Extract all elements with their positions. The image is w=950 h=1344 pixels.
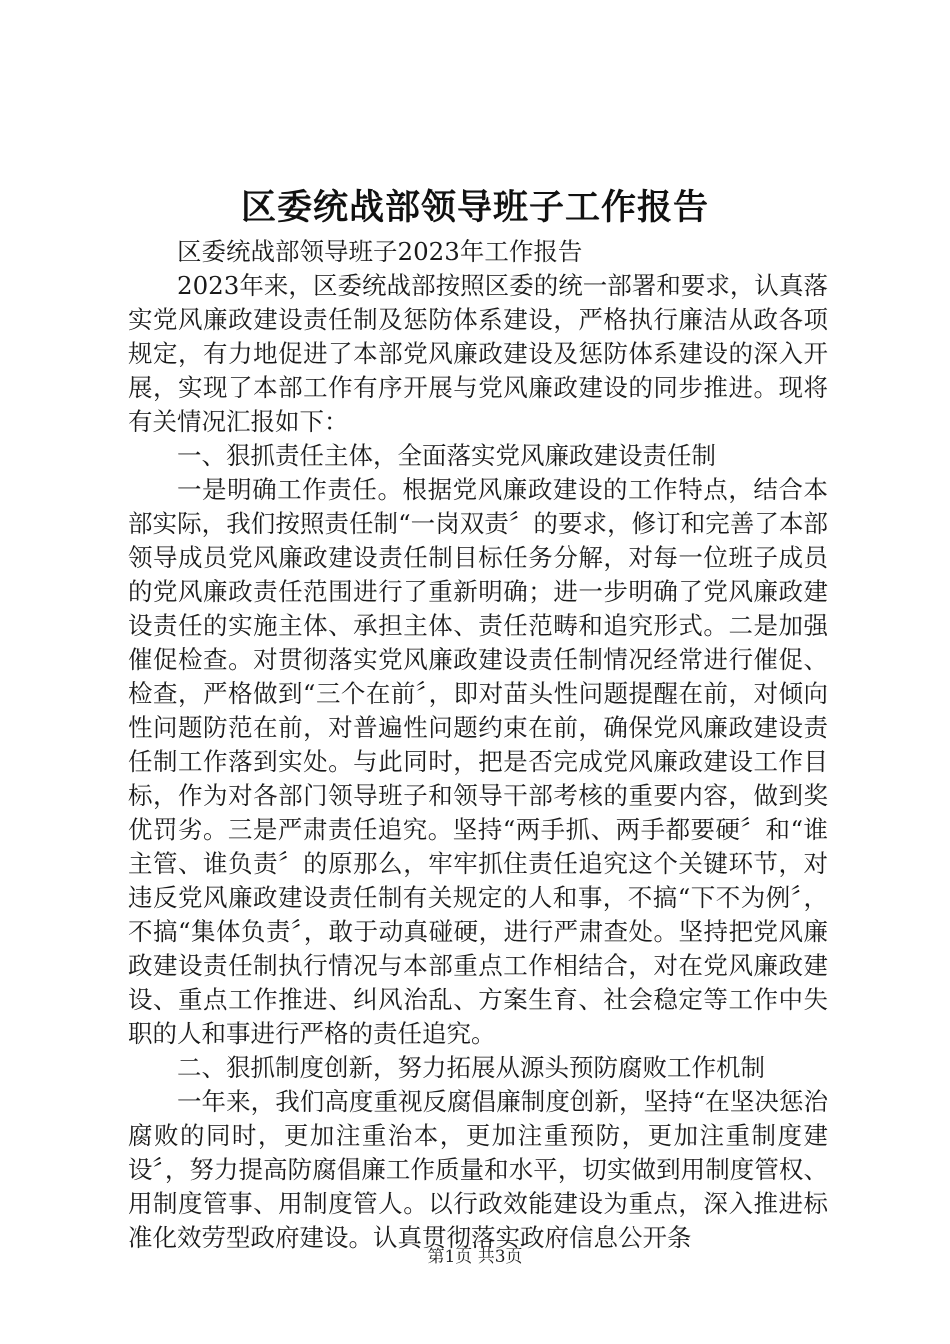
- intro-paragraph: 2023年来，区委统战部按照区委的统一部署和要求，认真落实党风廉政建设责任制及惩防体系建设，严格执行廉洁从政各项规定，有力地促进了本部党风廉政建设及惩防体系建设的深入开展，实现了本部工作有序开展与党风廉政建设的同步推进。现将有关情况汇报如下：: [128, 271, 828, 436]
- page-number-footer: 第1页 共3页: [427, 1247, 523, 1267]
- section-2-paragraph: 一年来，我们高度重视反腐倡廉制度创新，坚持“在坚决惩治腐败的同时，更加注重治本，更加注重预防，更加注重制度建设〞，努力提高防腐倡廉工作质量和水平，切实做到用制度管权、用制度管事、用制度管人。以行政效能建设为重点，深入推进标准化效劳型政府建设。认真贯彻落实政府信息公开条: [128, 1087, 828, 1252]
- document-title: 区委统战部领导班子工作报告: [240, 187, 709, 228]
- section-1-paragraph: 一是明确工作责任。根据党风廉政建设的工作特点，结合本部实际，我们按照责任制“一岗双责〞的要求，修订和完善了本部领导成员党风廉政建设责任制目标任务分解，对每一位班子成员的党风廉政责任范围进行了重新明确；进一步明确了党风廉政建设责任的实施主体、承担主体、责任范畴和追究形式。二是加强催促检查。对贯彻落实党风廉政建设责任制情况经常进行催促、检查，严格做到“三个在前〞，即对苗头性问题提醒在前，对倾向性问题防范在前，对普遍性问题约束在前，确保党风廉政建设责任制工作落到实处。与此同时，把是否完成党风廉政建设工作目标，作为对各部门领导班子和领导干部考核的重要内容，做到奖优罚劣。三是严肃责任追究。坚持“两手抓、两手都要硬〞和“谁主管、谁负责〞的原那么，牢牢抓住责任追究这个关键环节，对违反党风廉政建设责任制有关规定的人和事，不搞“下不为例〞，不搞“集体负责〞，敢于动真碰硬，进行严肃查处。坚持把党风廉政建设责任制执行情况与本部重点工作相结合，对在党风廉政建设、重点工作推进、纠风治乱、方案生育、社会稳定等工作中失职的人和事进行严格的责任追究。: [128, 475, 828, 1048]
- section-heading-1: 一、狠抓责任主体，全面落实党风廉政建设责任制: [177, 441, 716, 470]
- document-body: [128, 235, 828, 1255]
- subtitle-paragraph: 区委统战部领导班子2023年工作报告: [177, 237, 583, 266]
- section-heading-2: 二、狠抓制度创新，努力拓展从源头预防腐败工作机制: [177, 1053, 765, 1082]
